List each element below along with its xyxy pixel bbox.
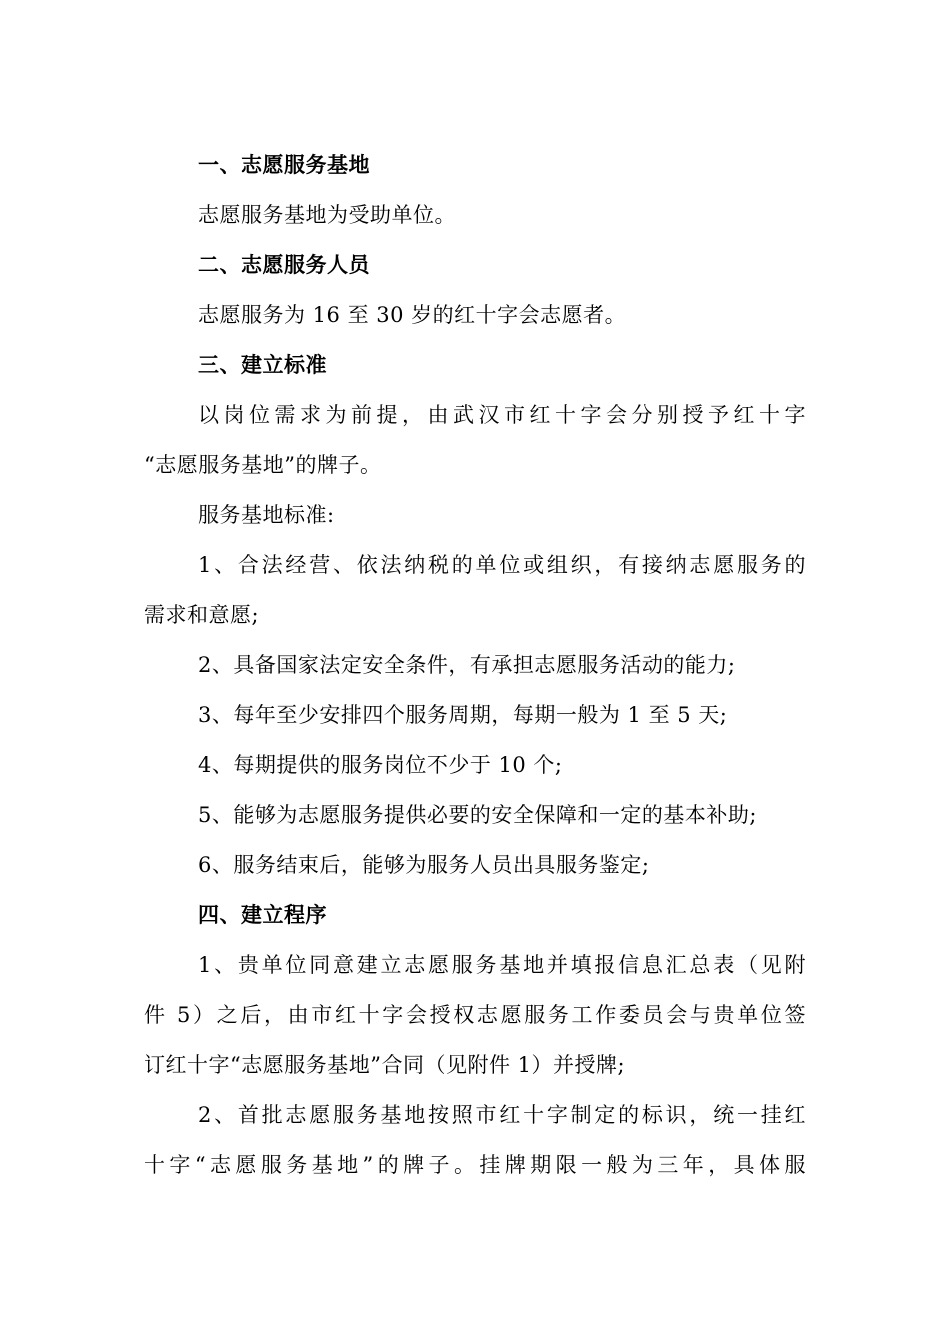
list-item: 需求和意愿; xyxy=(144,603,260,627)
paragraph-text: 以岗位需求为前提，由武汉市红十字会分别授予红十字 xyxy=(198,403,806,427)
list-item: 2、首批志愿服务基地按照市红十字制定的标识，统一挂红 xyxy=(198,1103,806,1127)
section-heading-4: 四、建立程序 xyxy=(198,903,327,927)
list-item: 十字“志愿服务基地”的牌子。挂牌期限一般为三年，具体服 xyxy=(144,1153,806,1177)
list-item: 6、服务结束后，能够为服务人员出具服务鉴定; xyxy=(198,853,650,877)
list-item: 3、每年至少安排四个服务周期，每期一般为 1 至 5 天; xyxy=(198,703,728,727)
list-item: 1、合法经营、依法纳税的单位或组织，有接纳志愿服务的 xyxy=(198,553,806,577)
paragraph-text: 志愿服务为 16 至 30 岁的红十字会志愿者。 xyxy=(198,303,627,327)
list-item: 订红十字“志愿服务基地”合同（见附件 1）并授牌; xyxy=(144,1053,626,1077)
paragraph-text: 服务基地标准: xyxy=(198,503,335,527)
paragraph-text: 志愿服务基地为受助单位。 xyxy=(198,203,456,227)
list-item: 1、贵单位同意建立志愿服务基地并填报信息汇总表（见附 xyxy=(198,953,806,977)
section-heading-2: 二、志愿服务人员 xyxy=(198,253,370,277)
section-heading-1: 一、志愿服务基地 xyxy=(198,153,370,177)
list-item: 5、能够为志愿服务提供必要的安全保障和一定的基本补助; xyxy=(198,803,757,827)
list-item: 2、具备国家法定安全条件，有承担志愿服务活动的能力; xyxy=(198,653,736,677)
paragraph-text: “志愿服务基地”的牌子。 xyxy=(144,453,382,477)
list-item: 件 5）之后，由市红十字会授权志愿服务工作委员会与贵单位签 xyxy=(144,1003,806,1027)
section-heading-3: 三、建立标准 xyxy=(198,353,327,377)
list-item: 4、每期提供的服务岗位不少于 10 个; xyxy=(198,753,563,777)
